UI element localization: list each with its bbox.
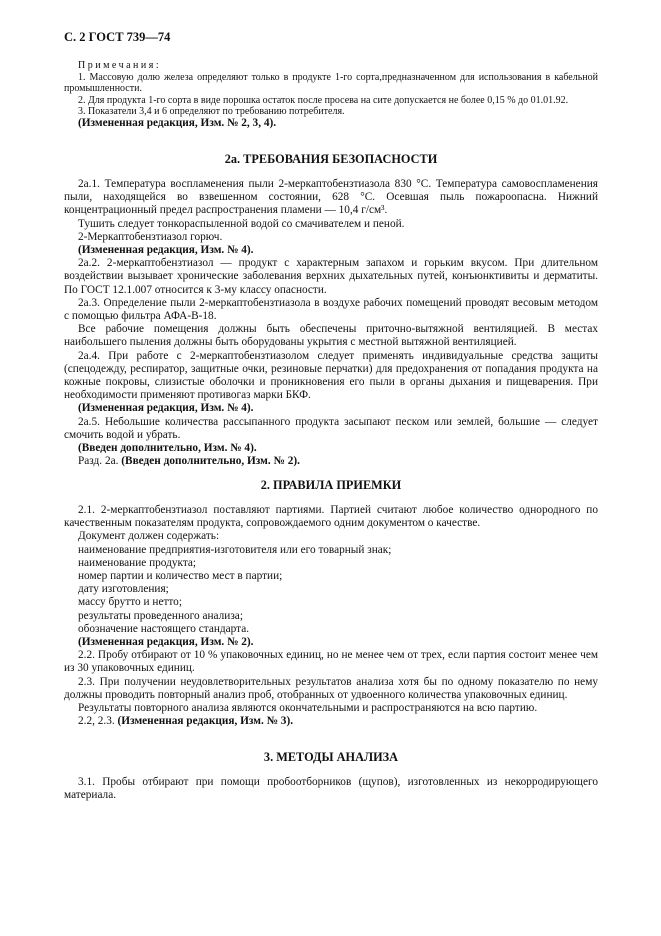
paragraph: 2а.5. Небольшие количества рассыпанного продукта засыпают песком или землей, большие — следует смочить водой и убрать. xyxy=(64,415,598,441)
edition-note: (Измененная редакция, Изм. № 2). xyxy=(78,636,254,649)
page-header: С. 2 ГОСТ 739—74 xyxy=(64,30,171,44)
note-item: 2. Для продукта 1-го сорта в виде порошка остаток после просева на сите допускается не более 0,15 % до 01.01.92. xyxy=(78,94,569,106)
section-3-title: 3. МЕТОДЫ АНАЛИЗА xyxy=(263,750,399,764)
list-item: наименование продукта; xyxy=(78,556,197,569)
paragraph: Все рабочие помещения должны быть обеспечены приточно-вытяжной вентиляцией. В местах наибольшего пыления должны быть оборудованы укрытия с местной вытяжной вентиляцией. xyxy=(64,323,598,349)
list-item: результаты проведенного анализа; xyxy=(78,609,243,622)
section-2-title: 2. ПРАВИЛА ПРИЕМКИ xyxy=(260,478,402,492)
paragraph: 2.1. 2-меркаптобензтиазол поставляют партиями. Партией считают любое количество однородного по качественным показателям продукта, сопровождаемого одним документом о качестве. xyxy=(64,504,598,530)
paragraph: 2-Меркаптобензтиазол горюч. xyxy=(78,230,223,243)
paragraph: Тушить следует тонкораспыленной водой со смачивателем и пеной. xyxy=(78,217,405,230)
paragraph: 3.1. Пробы отбирают при помощи пробоотборников (щупов), изготовленных из некорродирующего материала. xyxy=(64,776,598,802)
paragraph: 2а.3. Определение пыли 2-меркаптобензтиазола в воздухе рабочих помещений проводят весовым методом с помощью фильтра АФА-В-18. xyxy=(64,296,598,323)
note-item: 1. Массовую долю железа определяют только в продукте 1-го сорта,предназначенном для использования в кабельной промышленности. xyxy=(64,71,598,94)
edition-note: (Введен дополнительно, Изм. № 4). xyxy=(78,442,257,455)
edition-note: (Измененная редакция, Изм. № 4). xyxy=(78,244,254,257)
list-item: обозначение настоящего стандарта. xyxy=(78,622,250,635)
section-2-body xyxy=(64,504,598,728)
list-item: Документ должен содержать: xyxy=(78,530,220,543)
note-item: 3. Показатели 3,4 и 6 определяют по требованию потребителя. xyxy=(78,106,345,117)
section-2a-body xyxy=(64,178,598,468)
list-item: наименование предприятия-изготовителя или его товарный знак; xyxy=(78,543,392,556)
notes-block xyxy=(64,60,598,129)
paragraph: 2.2. Пробу отбирают от 10 % упаковочных единиц, но не менее чем от трех, если партия состоит менее чем из 30 упаковочных единиц. xyxy=(64,649,598,675)
paragraph: 2а.4. При работе с 2-меркаптобензтиазолом следует применять индивидуальные средства защиты (спецодежду, респиратор, защитные очки, резиновые перчатки) для предохранения от попадания продукта на кожные покровы, слизистые оболочки и проникновения его пыли в органы дыхания и пищеварения. При необходимости применяют противогаз марки БКФ. xyxy=(64,349,598,402)
paragraph: 2а.2. 2-меркаптобензтиазол — продукт с характерным запахом и горьким вкусом. При длительном воздействии вызывает хронические заболевания верхних дыхательных путей, конъюнктивиты и дерматиты. По ГОСТ 12.1.007 относится к 3-му классу опасности. xyxy=(64,257,598,296)
notes-title: Примечания: xyxy=(78,60,162,71)
paragraph: Разд. 2а. (Введен дополнительно, Изм. № 2). xyxy=(78,455,300,468)
paragraph: Результаты повторного анализа являются окончательными и распространяются на всю партию. xyxy=(78,702,538,715)
section-2a-title: 2а. ТРЕБОВАНИЯ БЕЗОПАСНОСТИ xyxy=(224,152,438,166)
edition-note: (Измененная редакция, Изм. № 4). xyxy=(78,402,254,415)
list-item: дату изготовления; xyxy=(78,583,169,596)
paragraph: 2.2, 2.3. (Измененная редакция, Изм. № 3). xyxy=(78,715,294,728)
list-item: номер партии и количество мест в партии; xyxy=(78,570,283,583)
paragraph: 2.3. При получении неудовлетворительных результатов анализа хотя бы по одному показателю по нему должны проводить повторный анализ проб, отобранных от удвоенного количества упаковочных единиц. xyxy=(64,675,598,701)
section-3-body xyxy=(64,776,598,802)
paragraph: 2а.1. Температура воспламенения пыли 2-меркаптобензтиазола 830 °С. Температура самовоспламенения пыли, находящейся во взвешенном состоянии, 628 °С. Осевшая пыль пожароопасна. Нижний концентрационный предел распространения пламени — 10,4 г/см³. xyxy=(64,178,598,217)
notes-edition: (Измененная редакция, Изм. № 2, 3, 4). xyxy=(78,116,277,129)
list-item: массу брутто и нетто; xyxy=(78,596,182,609)
